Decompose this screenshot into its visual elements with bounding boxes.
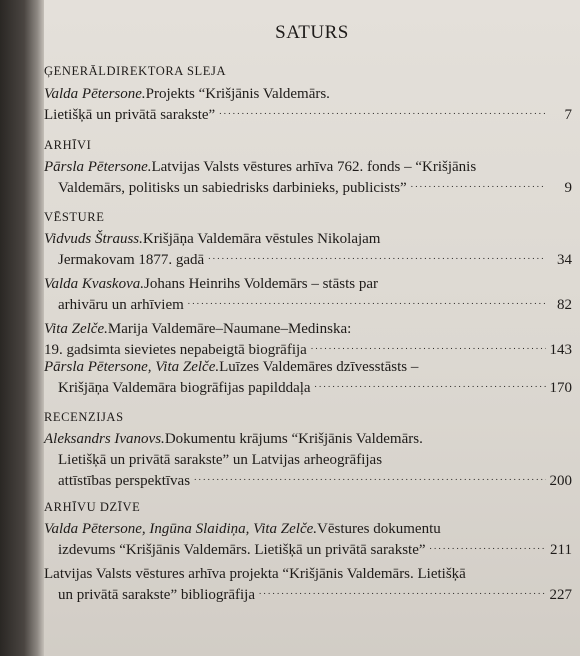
entry-page-number: 7 bbox=[564, 107, 572, 123]
entry-author: Aleksandrs Ivanovs. bbox=[44, 431, 165, 447]
entry-title-cont: izdevums “Krišjānis Valdemārs. Lietišķā un privātā sarakste” bbox=[58, 542, 426, 558]
entry-title-cont: 19. gadsimta sievietes nepabeigtā biogrāfija bbox=[44, 342, 307, 358]
entry-title: Marija Valdemāre–Naumane–Medinska: bbox=[107, 321, 352, 337]
entry-page-number: 34 bbox=[557, 252, 572, 268]
dot-leader bbox=[219, 105, 546, 126]
toc-entry bbox=[44, 357, 572, 399]
dot-leader bbox=[188, 295, 546, 316]
page-title: SATURS bbox=[275, 22, 349, 43]
section-heading: RECENZIJAS bbox=[44, 410, 124, 424]
section-heading: ARHĪVU DZĪVE bbox=[44, 500, 141, 514]
entry-title-cont: attīstības perspektīvas bbox=[58, 473, 191, 489]
entry-author: Valda Pētersone, Ingūna Slaidiņa, Vita Zelče. bbox=[44, 521, 318, 537]
entry-author: Pārsla Pētersone, Vita Zelče. bbox=[44, 359, 220, 375]
entry-title-cont: Valdemārs, politisks un sabiedrisks darbinieks, publicists” bbox=[58, 180, 407, 196]
toc-entry bbox=[44, 157, 572, 199]
entry-title-cont: arhivāru un arhīviem bbox=[58, 297, 184, 313]
toc-entry bbox=[44, 519, 572, 561]
entry-title: Vēstures dokumentu bbox=[317, 521, 441, 537]
entry-title-cont: Lietišķā un privātā sarakste” bbox=[44, 107, 216, 123]
section-heading: ARHĪVI bbox=[44, 138, 92, 152]
entry-author: Valda Pētersone. bbox=[44, 86, 146, 102]
book-page bbox=[44, 0, 580, 656]
entry-title: Krišjāņa Valdemāra vēstules Nikolajam bbox=[142, 231, 381, 247]
entry-title: Latvijas Valsts vēstures arhīva 762. fonds – “Krišjānis bbox=[151, 159, 477, 175]
toc-entry bbox=[44, 84, 572, 126]
dot-leader bbox=[315, 378, 546, 399]
entry-title: Dokumentu krājums “Krišjānis Valdemārs. bbox=[164, 431, 423, 447]
dot-leader bbox=[208, 250, 546, 271]
dot-leader bbox=[411, 178, 546, 199]
entry-title: Luīzes Valdemāres dzīvesstāsts – bbox=[219, 359, 419, 375]
entry-title: Projekts “Krišjānis Valdemārs. bbox=[145, 86, 330, 102]
dot-leader bbox=[259, 585, 545, 606]
entry-title: Latvijas Valsts vēstures arhīva projekta “Krišjānis Valdemārs. Lietišķā bbox=[44, 566, 466, 582]
entry-title-cont: Lietišķā un privātā sarakste” un Latvijas arheogrāfijas bbox=[58, 452, 383, 468]
toc-entry bbox=[44, 229, 572, 271]
entry-page-number: 143 bbox=[549, 342, 572, 358]
dot-leader bbox=[194, 471, 545, 492]
entry-author: Vita Zelče. bbox=[44, 321, 108, 337]
entry-page-number: 211 bbox=[550, 542, 572, 558]
entry-title: Johans Heinrihs Voldemārs – stāsts par bbox=[143, 276, 378, 292]
section-heading: VĒSTURE bbox=[44, 210, 105, 224]
entry-title-cont: Jermakovam 1877. gadā bbox=[58, 252, 205, 268]
entry-page-number: 200 bbox=[549, 473, 572, 489]
entry-page-number: 9 bbox=[564, 180, 572, 196]
entry-author: Pārsla Pētersone. bbox=[44, 159, 152, 175]
entry-title-cont: un privātā sarakste” bibliogrāfija bbox=[58, 587, 256, 603]
entry-page-number: 227 bbox=[549, 587, 572, 603]
entry-page-number: 170 bbox=[549, 380, 572, 396]
toc-entry bbox=[44, 274, 572, 316]
dot-leader bbox=[430, 540, 546, 561]
book-spine-shadow bbox=[0, 0, 44, 656]
entry-title-cont: Krišjāņa Valdemāra biogrāfijas papilddaļa bbox=[58, 380, 311, 396]
toc-entry bbox=[44, 319, 572, 361]
entry-page-number: 82 bbox=[557, 297, 572, 313]
entry-author: Vidvuds Štrauss. bbox=[44, 231, 143, 247]
entry-author: Valda Kvaskova. bbox=[44, 276, 144, 292]
toc-entry bbox=[44, 564, 572, 606]
toc-entry bbox=[44, 429, 572, 492]
section-heading: ĢENERĀLDIREKTORA SLEJA bbox=[44, 64, 227, 78]
